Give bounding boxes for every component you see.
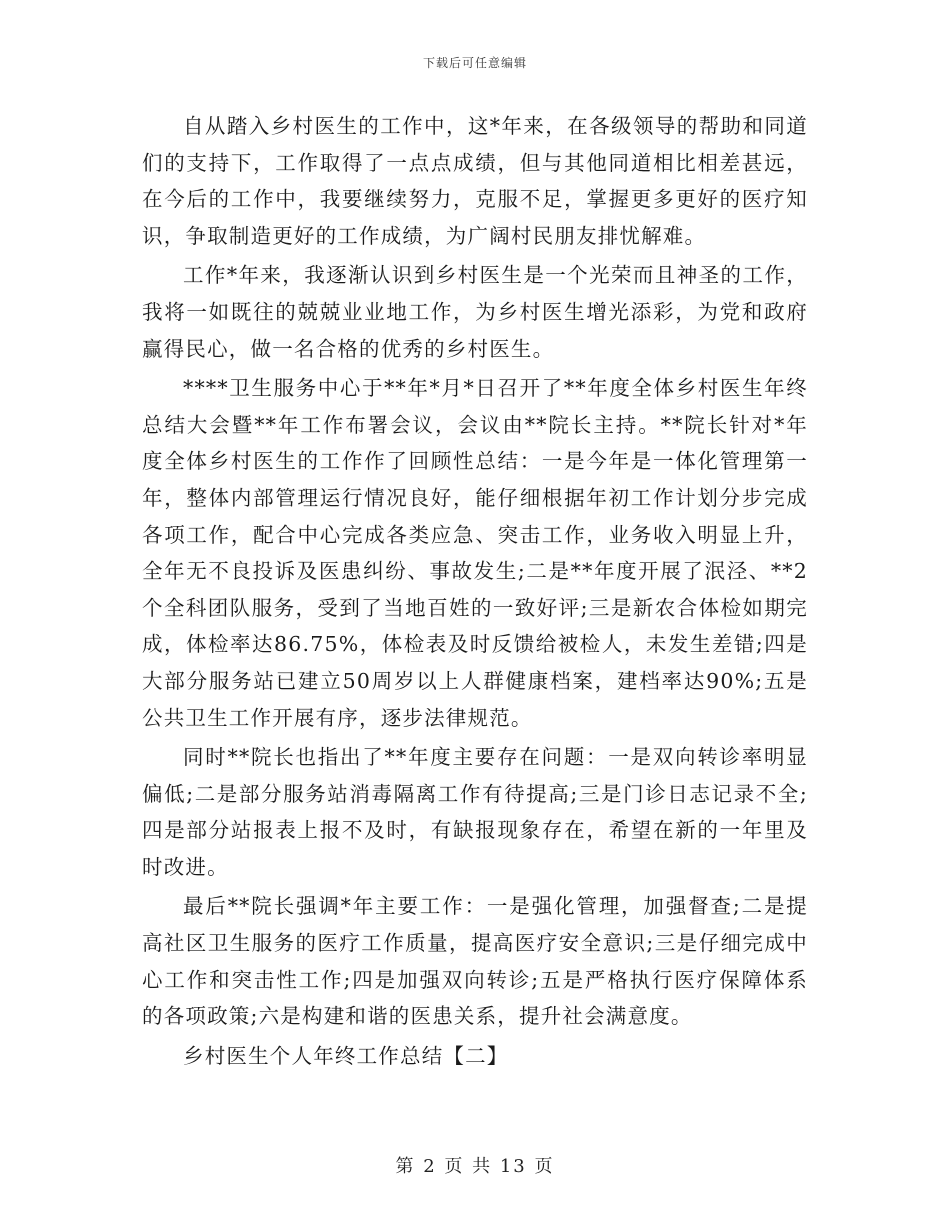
paragraph-4: 同时**院长也指出了**年度主要存在问题：一是双向转诊率明显偏低;二是部分服务站消毒隔离工作有待提高;三是门诊日志记录不全;四是部分站报表上报不及时，有缺报现象存在，希望在新的一年里及时改进。	[142, 745, 808, 879]
document-body	[142, 108, 808, 1077]
section-heading: 乡村医生个人年终工作总结【二】	[183, 1043, 509, 1068]
paragraph-1: 自从踏入乡村医生的工作中，这*年来，在各级领导的帮助和同道们的支持下，工作取得了一点点成绩，但与其他同道相比相差甚远，在今后的工作中，我要继续努力，克服不足，掌握更多更好的医疗知识，争取制造更好的工作成绩，为广阔村民朋友排忧解难。	[142, 114, 808, 248]
paragraph-2: 工作*年来，我逐渐认识到乡村医生是一个光荣而且神圣的工作，我将一如既往的兢兢业业地工作，为乡村医生增光添彩，为党和政府赢得民心，做一名合格的优秀的乡村医生。	[142, 263, 808, 361]
paragraph-5: 最后**院长强调*年主要工作：一是强化管理，加强督查;二是提高社区卫生服务的医疗工作质量，提高医疗安全意识;三是仔细完成中心工作和突击性工作;四是加强双向转诊;五是严格执行医疗保障体系的各项政策;六是构建和谐的医患关系，提升社会满意度。	[142, 894, 808, 1029]
page-header-note: 下载后可任意编辑	[422, 56, 527, 70]
page-number-footer: 第 2 页 共 13 页	[395, 1156, 555, 1177]
paragraph-3: ****卫生服务中心于**年*月*日召开了**年度全体乡村医生年终总结大会暨**年工作布署会议，会议由**院长主持。**院长针对*年度全体乡村医生的工作作了回顾性总结：一是今年是一体化管理第一年，整体内部管理运行情况良好，能仔细根据年初工作计划分步完成各项工作，配合中心完成各类应急、突击工作，业务收入明显上升，全年无不良投诉及医患纠纷、事故发生;二是**年度开展了泯泾、**2个全科团队服务，受到了当地百姓的一致好评;三是新农合体检如期完成，体检率达86.75%，体检表及时反馈给被检人，未发生差错;四是大部分服务站已建立50周岁以上人群健康档案，建档率达90%;五是公共卫生工作开展有序，逐步法律规范。	[142, 376, 808, 730]
